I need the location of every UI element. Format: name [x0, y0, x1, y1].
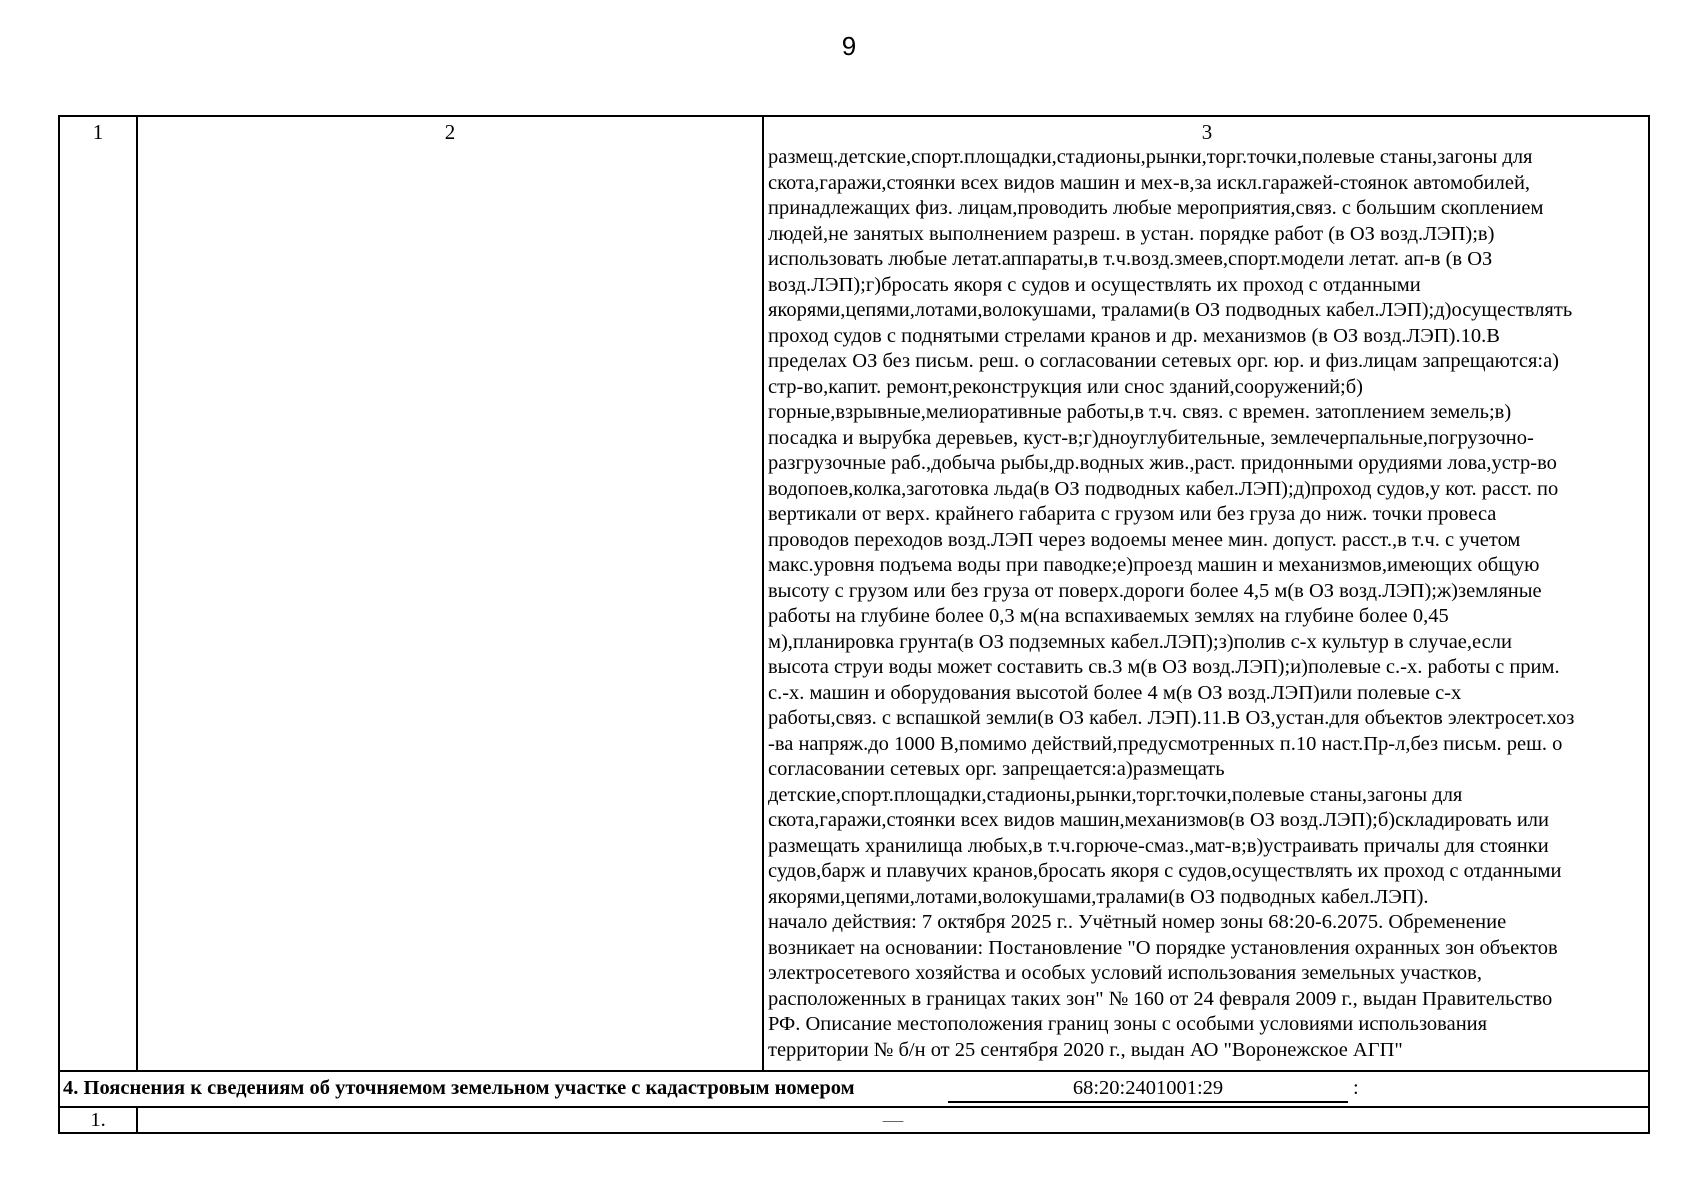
text-line: макс.уровня подъема воды при паводке;е)проезд машин и механизмов,имеющих общую [768, 554, 1540, 576]
text-line: высота струи воды может составить св.3 м(в ОЗ возд.ЛЭП);и)полевые с.-х. работы с прим. [768, 656, 1560, 678]
column-header-1: 1 [92, 120, 104, 144]
cadastral-number: 68:20:2401001:29 [948, 1074, 1348, 1103]
data-table [58, 115, 1650, 1134]
section-4-title: 4. Пояснения к сведениям об уточняемом земельном участке с кадастровым номером [63, 1077, 855, 1099]
text-line: использовать любые летат.аппараты,в т.ч.возд.змеев,спорт.модели летат. ап-в (в ОЗ [768, 248, 1493, 270]
text-line: проводов переходов возд.ЛЭП через водоемы менее мин. допуст. расст.,в т.ч. с учетом [768, 528, 1521, 551]
text-line: возникает на основании: Постановление "О порядке установления охранных зон объектов [768, 936, 1558, 959]
text-line: территории № б/н от 25 сентября 2020 г., выдан АО "Воронежское АГП" [768, 1038, 1403, 1061]
text-line: якорями,цепями,лотами,волокушами, тралами(в ОЗ подводных кабел.ЛЭП);д)осуществлять [768, 299, 1573, 321]
text-line: согласовании сетевых орг. запрещается:а)размещать [768, 758, 1225, 780]
table-column-1 [60, 117, 138, 1070]
encumbrance-description [768, 145, 1668, 1063]
text-line: работы,связ. с вспашкой земли(в ОЗ кабел. ЛЭП).11.В ОЗ,устан.для объектов электросет.хоз [768, 707, 1575, 729]
section-4-row [60, 1070, 1648, 1108]
table-row [60, 1106, 1648, 1134]
column-header-3: 3 [1201, 120, 1213, 144]
text-line: с.-х. машин и оборудования высотой более 4 м(в ОЗ возд.ЛЭП)или полевые с-х [768, 681, 1462, 704]
table-column-3 [764, 117, 1650, 1070]
text-line: размещать хранилища любых,в т.ч.горюче-смаз.,мат-в;в)устраивать причалы для стоянки [768, 834, 1549, 857]
text-line: детские,спорт.площадки,стадионы,рынки,торг.точки,полевые станы,загоны для [768, 783, 1463, 806]
text-line: разгрузочные раб.,добыча рыбы,др.водных жив.,раст. придонными орудиями лова,устр-во [768, 452, 1557, 474]
text-line: скота,гаражи,стоянки всех видов машин и мех-в,за искл.гаражей-стоянок автомобилей, [768, 171, 1531, 194]
text-line: людей,не занятых выполнением разреш. в устан. порядке работ (в ОЗ возд.ЛЭП);в) [768, 222, 1495, 245]
text-line: размещ.детские,спорт.площадки,стадионы,рынки,торг.точки,полевые станы,загоны для [768, 146, 1533, 168]
table-column-2 [138, 117, 764, 1070]
text-line: вертикали от верх. крайнего габарита с грузом или без груза до ниж. точки провеса [768, 503, 1497, 525]
text-line: судов,барж и плавучих кранов,бросать якоря с судов,осуществлять их проход с отданными [768, 860, 1562, 882]
text-line: расположенных в границах таких зон" № 160 от 24 февраля 2009 г., выдан Правительство [768, 987, 1553, 1010]
text-line: работы на глубине более 0,3 м(на вспахиваемых землях на глубине более 0,45 [768, 605, 1449, 627]
text-line: высоту с грузом или без груза от поверх.дороги более 4,5 м(в ОЗ возд.ЛЭП);ж)земляные [768, 579, 1542, 602]
text-line: электросетевого хозяйства и особых условий использования земельных участков, [768, 962, 1482, 984]
text-line: стр-во,капит. ремонт,реконструкция или снос зданий,сооружений;б) [768, 375, 1364, 398]
text-line: якорями,цепями,лотами,волокушами,тралами(в ОЗ подводных кабел.ЛЭП). [768, 885, 1429, 908]
text-line: посадка и вырубка деревьев, куст-в;г)дноуглубительные, землечерпальные,погрузочно- [768, 426, 1534, 449]
row-number: 1. [60, 1106, 138, 1134]
text-line: принадлежащих физ. лицам,проводить любые мероприятия,связ. с большим скоплением [768, 197, 1544, 219]
text-line: скота,гаражи,стоянки всех видов машин,механизмов(в ОЗ возд.ЛЭП);б)складировать или [768, 809, 1550, 831]
text-line: водопоев,колка,заготовка льда(в ОЗ подводных кабел.ЛЭП);д)проход судов,у кот. расст. по [768, 477, 1559, 500]
text-line: м),планировка грунта(в ОЗ подземных кабел.ЛЭП);з)полив с-х культур в случае,если [768, 630, 1512, 653]
text-line: проход судов с поднятыми стрелами кранов и др. механизмов (в ОЗ возд.ЛЭП).10.В [768, 324, 1500, 347]
text-line: пределах ОЗ без письм. реш. о согласовании сетевых орг. юр. и физ.лицам запрещаются:а) [768, 350, 1559, 372]
text-line: -ва напряж.до 1000 В,помимо действий,предусмотренных п.10 наст.Пр-л,без письм. реш. о [768, 732, 1563, 755]
text-line: РФ. Описание местоположения границ зоны с особыми условиями использования [768, 1013, 1488, 1035]
text-line: возд.ЛЭП);г)бросать якоря с судов и осуществлять их проход с отданными [768, 273, 1421, 296]
text-line: горные,взрывные,мелиоративные работы,в т.ч. связ. с времен. затоплением земель;в) [768, 401, 1512, 423]
page-number: 9 [841, 31, 857, 61]
row-value: — [882, 1109, 904, 1131]
text-line: начало действия: 7 октября 2025 г.. Учётный номер зоны 68:20-6.2075. Обременение [768, 911, 1507, 933]
section-4-colon: : [1353, 1077, 1359, 1099]
column-header-2: 2 [444, 120, 456, 144]
